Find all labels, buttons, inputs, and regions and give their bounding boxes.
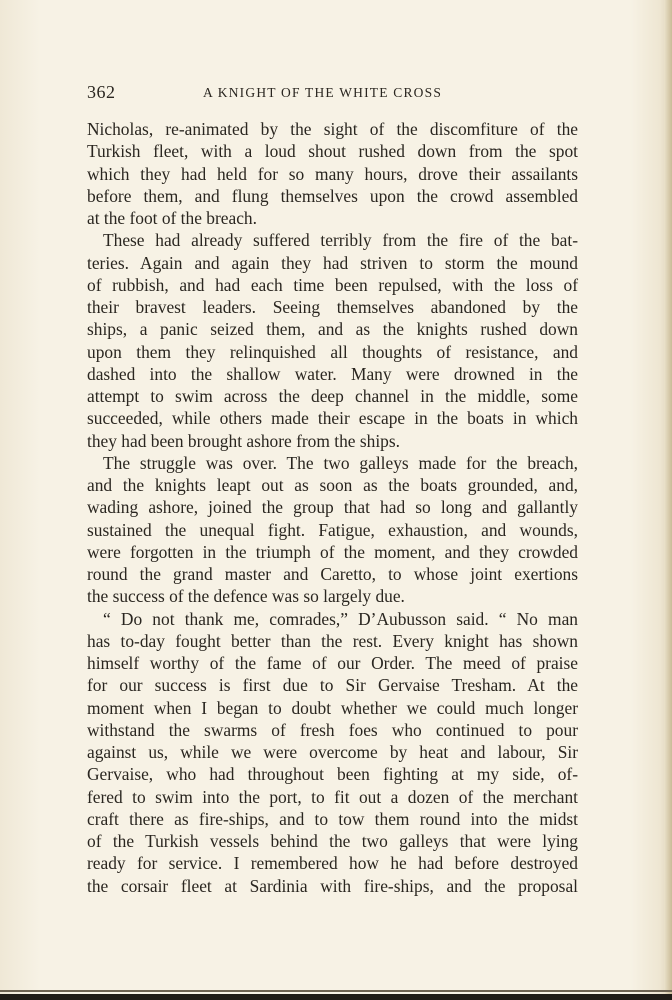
- text-line: sustained the unequal fight. Fatigue, exhaustion, and wounds,: [87, 519, 578, 540]
- text-line: for our success is first due to Sir Gervaise Tresham. At the: [87, 675, 578, 696]
- text-line: teries. Again and again they had striven to storm the mound: [87, 252, 578, 273]
- text-line: succeeded, while others made their escape in the boats in which: [87, 408, 578, 429]
- text-line: ready for service. I remembered how he had before destroyed: [87, 853, 578, 874]
- text-line: wading ashore, joined the group that had so long and gallantly: [87, 497, 578, 518]
- text-line: before them, and flung themselves upon the crowd assembled: [87, 185, 578, 206]
- text-line: fered to swim into the port, to fit out a dozen of the merchant: [87, 786, 578, 807]
- text-line: upon them they relinquished all thoughts of resistance, and: [87, 341, 578, 362]
- text-line: attempt to swim across the deep channel in the middle, some: [87, 386, 578, 406]
- text-line: has to-day fought better than the rest. Every knight has shown: [87, 630, 578, 651]
- text-line: of the Turkish vessels behind the two galleys that were lying: [87, 831, 578, 851]
- text-line: and the knights leapt out as soon as the boats grounded, and,: [87, 475, 578, 495]
- text-line: the corsair fleet at Sardinia with fire-ships, and the proposal: [87, 875, 578, 896]
- text-line: they had been brought ashore from the ships.: [87, 430, 400, 451]
- page-number: 362: [87, 82, 116, 102]
- text-line: the success of the defence was so largely due.: [87, 586, 405, 607]
- text-line: dashed into the shallow water. Many were drowned in the: [87, 363, 578, 384]
- text-line: These had already suffered terribly from the fire of the bat-: [103, 230, 578, 251]
- text-line: which they had held for so many hours, drove their assailants: [87, 163, 578, 184]
- bottom-border: [0, 994, 672, 1000]
- bottom-border-thin: [0, 990, 672, 992]
- text-line: at the foot of the breach.: [87, 208, 257, 228]
- body-text: [87, 118, 578, 897]
- running-head: A KNIGHT OF THE WHITE CROSS: [203, 85, 443, 100]
- page-header: [87, 82, 577, 106]
- text-line: craft there as fire-ships, and to tow them round into the midst: [87, 808, 578, 829]
- text-line: moment when I began to doubt whether we could much longer: [87, 697, 578, 718]
- text-line: Gervaise, who had throughout been fighting at my side, of-: [87, 764, 578, 785]
- text-line: ships, a panic seized them, and as the knights rushed down: [87, 319, 578, 340]
- text-line: himself worthy of the fame of our Order. The meed of praise: [87, 653, 578, 673]
- text-line: Nicholas, re-animated by the sight of the discomfiture of the: [87, 119, 578, 139]
- text-line: their bravest leaders. Seeing themselves abandoned by the: [87, 297, 578, 317]
- text-line: round the grand master and Caretto, to whose joint exertions: [87, 564, 578, 584]
- text-line: Turkish fleet, with a loud shout rushed down from the spot: [87, 141, 578, 162]
- text-line: “ Do not thank me, comrades,” D’Aubusson said. “ No man: [103, 608, 578, 629]
- text-line: of rubbish, and had each time been repulsed, with the loss of: [87, 274, 578, 295]
- text-line: against us, while we were overcome by heat and labour, Sir: [87, 742, 578, 762]
- text-line: withstand the swarms of fresh foes who continued to pour: [87, 719, 578, 740]
- text-line: The struggle was over. The two galleys made for the breach,: [103, 452, 578, 473]
- text-line: were forgotten in the triumph of the moment, and they crowded: [87, 541, 578, 562]
- page-edge-shadow: [664, 0, 672, 1000]
